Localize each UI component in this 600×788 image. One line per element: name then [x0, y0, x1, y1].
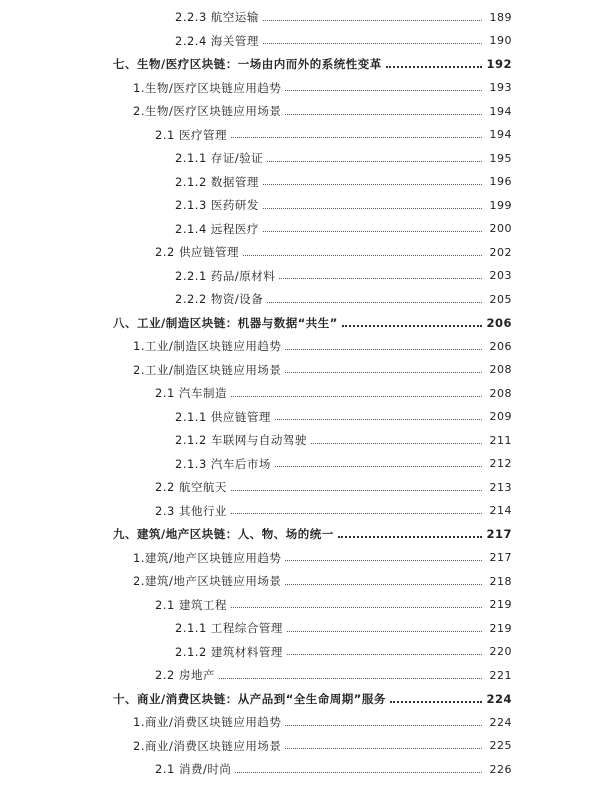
toc-dot-leader [263, 172, 482, 185]
toc-entry-title: 2.1.1 工程综合管理 [175, 621, 283, 635]
toc-dot-leader [263, 31, 482, 44]
toc-entry-page-number: 214 [489, 504, 512, 517]
toc-entry[interactable] [0, 30, 600, 52]
toc-chapter-entry[interactable] [0, 523, 600, 545]
toc-entry[interactable] [0, 382, 600, 404]
toc-entry-page-number: 209 [489, 410, 512, 423]
toc-dot-leader [263, 8, 482, 21]
toc-entry-title: 2.2 供应链管理 [155, 245, 239, 259]
toc-entry[interactable] [0, 735, 600, 757]
toc-entry[interactable] [0, 124, 600, 146]
toc-dot-leader [285, 102, 482, 115]
toc-dot-leader [285, 736, 482, 749]
toc-entry-title: 2.建筑/地产区块链应用场景 [133, 574, 282, 588]
toc-entry[interactable] [0, 758, 600, 780]
toc-dot-leader [287, 642, 482, 655]
toc-entry[interactable] [0, 570, 600, 592]
toc-entry[interactable] [0, 500, 600, 522]
toc-entry[interactable] [0, 547, 600, 569]
toc-entry-page-number: 217 [489, 551, 512, 564]
toc-entry[interactable] [0, 476, 600, 498]
toc-entry[interactable] [0, 241, 600, 263]
toc-dot-leader [285, 713, 482, 726]
toc-entry-page-number: 225 [489, 739, 512, 752]
toc-dot-leader [275, 407, 482, 420]
toc-entry-page-number: 205 [489, 292, 512, 306]
toc-entry-title: 1.生物/医疗区块链应用趋势 [133, 80, 282, 95]
toc-entry[interactable] [0, 429, 600, 451]
toc-chapter-entry[interactable] [0, 312, 600, 334]
toc-dot-leader [231, 478, 482, 491]
toc-entry-title: 2.1.3 医药研发 [175, 198, 259, 212]
toc-entry-page-number: 219 [489, 598, 512, 611]
toc-entry-title: 2.2.3 航空运输 [175, 10, 259, 24]
toc-entry[interactable] [0, 594, 600, 616]
toc-entry-title: 2.1 消费/时尚 [155, 762, 232, 776]
toc-entry-title: 2.1.3 汽车后市场 [175, 456, 271, 471]
toc-entry-title: 1.建筑/地产区块链应用趋势 [133, 550, 282, 565]
toc-entry-title: 2.1.1 存证/验证 [175, 151, 264, 165]
toc-entry[interactable] [0, 288, 600, 310]
toc-dot-leader [285, 78, 482, 91]
toc-entry-page-number: 196 [489, 175, 512, 188]
toc-entry[interactable] [0, 453, 600, 475]
toc-entry-title: 2.2 房地产 [155, 668, 215, 682]
toc-entry-page-number: 218 [489, 574, 512, 588]
toc-entry-page-number: 211 [489, 433, 512, 447]
toc-dot-leader [231, 125, 482, 138]
toc-entry-page-number: 208 [489, 363, 512, 376]
toc-dot-leader [287, 619, 482, 632]
toc-entry[interactable] [0, 194, 600, 216]
toc-entry[interactable] [0, 664, 600, 686]
toc-entry-page-number: 192 [486, 57, 512, 71]
toc-entry-title: 八、工业/制造区块链：机器与数据“共生” [113, 315, 338, 330]
toc-entry-title: 2.1 汽车制造 [155, 386, 227, 400]
toc-dot-leader [235, 760, 482, 773]
toc-dot-leader [231, 595, 482, 608]
toc-chapter-entry[interactable] [0, 688, 600, 710]
toc-dot-leader [285, 572, 482, 585]
toc-entry-page-number: 217 [486, 527, 512, 541]
toc-dot-leader [219, 666, 482, 679]
toc-entry-page-number: 189 [489, 10, 512, 24]
toc-dot-leader [285, 360, 482, 373]
toc-entry[interactable] [0, 77, 600, 99]
toc-entry-page-number: 212 [489, 457, 512, 470]
toc-entry-page-number: 224 [489, 715, 512, 729]
toc-entry-title: 2.工业/制造区块链应用场景 [133, 362, 282, 377]
toc-dot-leader [263, 196, 482, 209]
toc-dot-leader [311, 431, 482, 444]
toc-entry-page-number: 195 [489, 151, 512, 165]
toc-entry-page-number: 202 [489, 245, 512, 259]
toc-entry[interactable] [0, 218, 600, 240]
toc-entry-title: 2.2.1 药品/原材料 [175, 268, 276, 283]
toc-dot-leader [267, 290, 482, 303]
toc-dot-leader [386, 54, 482, 68]
toc-entry-page-number: 226 [489, 762, 512, 776]
toc-dot-leader [338, 524, 482, 538]
toc-entry-title: 2.3 其他行业 [155, 503, 227, 518]
toc-entry-page-number: 203 [489, 269, 512, 282]
toc-entry-page-number: 194 [489, 128, 512, 141]
toc-dot-leader [275, 454, 482, 467]
toc-entry[interactable] [0, 406, 600, 428]
toc-dot-leader [231, 501, 482, 514]
toc-entry-title: 2.1.2 建筑材料管理 [175, 644, 283, 659]
toc-entry[interactable] [0, 359, 600, 381]
toc-entry-page-number: 199 [489, 198, 512, 212]
toc-entry-page-number: 193 [489, 81, 512, 94]
toc-entry-page-number: 206 [486, 315, 512, 330]
toc-entry-title: 1.工业/制造区块链应用趋势 [133, 339, 282, 353]
toc-entry[interactable] [0, 711, 600, 733]
toc-entry[interactable] [0, 147, 600, 169]
toc-entry-title: 2.1.2 车联网与自动驾驶 [175, 433, 307, 447]
toc-entry-page-number: 194 [489, 104, 512, 118]
toc-entry-title: 2.1.4 远程医疗 [175, 221, 259, 236]
toc-entry-title: 十、商业/消费区块链：从产品到“全生命周期”服务 [113, 691, 386, 706]
toc-dot-leader [390, 689, 482, 703]
toc-entry[interactable] [0, 100, 600, 122]
toc-entry-page-number: 208 [489, 386, 512, 400]
toc-entry-title: 2.1.1 供应链管理 [175, 409, 271, 424]
toc-entry[interactable] [0, 171, 600, 193]
toc-entry[interactable] [0, 265, 600, 287]
toc-entry-title: 七、生物/医疗区块链：一场由内而外的系统性变革 [113, 57, 382, 71]
toc-entry-page-number: 213 [489, 480, 512, 494]
toc-entry-page-number: 206 [489, 339, 512, 353]
toc-entry-page-number: 200 [489, 222, 512, 235]
toc-entry-page-number: 221 [489, 668, 512, 682]
toc-entry-title: 2.2 航空航天 [155, 480, 227, 494]
toc-dot-leader [279, 266, 482, 279]
toc-dot-leader [231, 384, 482, 397]
toc-entry-title: 2.2.2 物资/设备 [175, 292, 264, 306]
toc-entry[interactable] [0, 641, 600, 663]
toc-entry-page-number: 220 [489, 645, 512, 658]
toc-dot-leader [285, 548, 482, 561]
toc-entry-page-number: 219 [489, 621, 512, 635]
toc-entry-page-number: 190 [489, 34, 512, 47]
toc-dot-leader [267, 149, 482, 162]
toc-entry-page-number: 224 [486, 691, 512, 706]
toc-dot-leader [243, 243, 482, 256]
toc-entry-title: 2.2.4 海关管理 [175, 33, 259, 48]
toc-entry-title: 2.1.2 数据管理 [175, 174, 259, 189]
toc-entry[interactable] [0, 6, 600, 28]
toc-entry-title: 2.1 医疗管理 [155, 127, 227, 142]
toc-entry-title: 2.生物/医疗区块链应用场景 [133, 104, 282, 118]
toc-entry[interactable] [0, 617, 600, 639]
toc-entry-title: 2.商业/消费区块链应用场景 [133, 738, 282, 753]
toc-dot-leader [263, 219, 482, 232]
toc-entry-title: 1.商业/消费区块链应用趋势 [133, 715, 282, 729]
toc-dot-leader [285, 337, 482, 350]
toc-entry[interactable] [0, 335, 600, 357]
toc-dot-leader [342, 313, 482, 327]
toc-entry-title: 2.1 建筑工程 [155, 597, 227, 612]
toc-entry-title: 九、建筑/地产区块链：人、物、场的统一 [113, 527, 334, 541]
toc-chapter-entry[interactable] [0, 53, 600, 75]
